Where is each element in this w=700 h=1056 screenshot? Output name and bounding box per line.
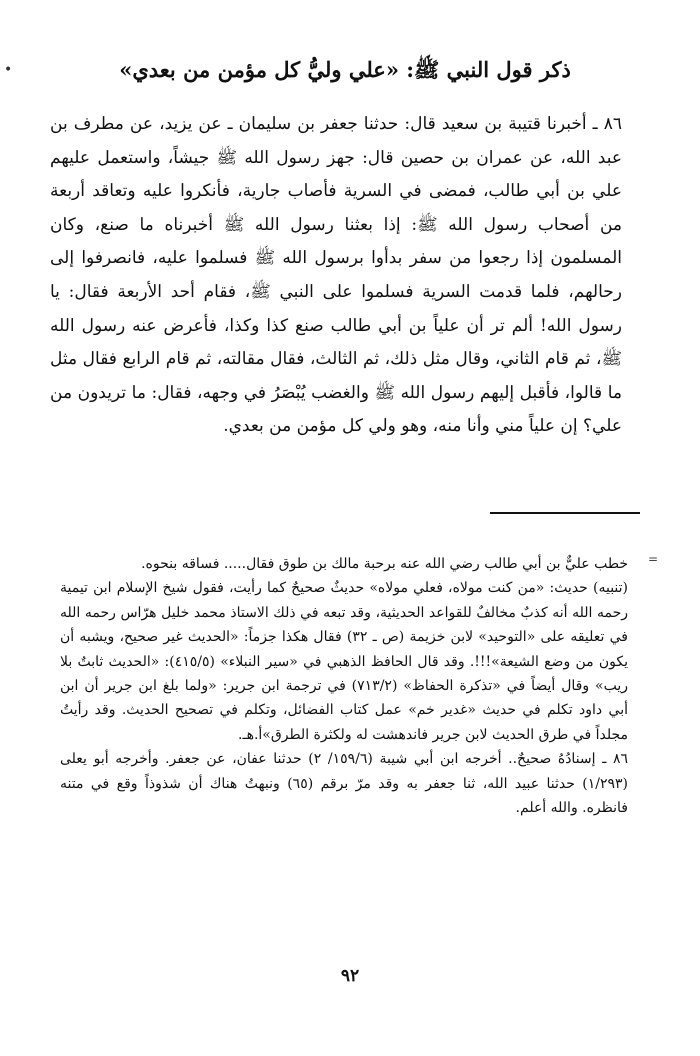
footnote-separator xyxy=(490,512,640,514)
continuation-mark: = xyxy=(648,552,659,566)
section-heading: ذكر قول النبي ﷺ: «علي وليُّ كل مؤمن من بعدي» xyxy=(119,57,571,82)
footnote-86 xyxy=(60,747,628,820)
footnotes xyxy=(60,552,628,820)
margin-dot: • xyxy=(4,62,13,78)
footnote-continued: خطب عليٌّ بن أبي طالب رضي الله عنه برحبة مالك بن طوق فقال..... فساقه بنحوه. xyxy=(141,556,628,572)
footnote-86-text: إسنادُهُ صحيحٌ.. أخرجه ابن أبي شيبة (١٥٩/٦/ ٢) حدثنا عفان، عن جعفر. وأخرجه أبو يعلى (١/٢٩٣) حدثنا عبيد الله، ثنا جعفر به وقد مرّ برقم (٦٥) ونبهتُ هناك أن شذوذاً وقع في متنه فانظره. والله أعلم. xyxy=(60,751,628,817)
footnote-86-number: ٨٦ ـ xyxy=(602,751,628,768)
page-number: ٩٢ xyxy=(340,966,360,986)
footnote-tanbih: (تنبيه) حديث: «من كنت مولاه، فعلي مولاه» حديثٌ صحيحٌ كما رأيت، فقول شيخ الإسلام ابن تيمية رحمه الله أنه كذبٌ مخالفٌ للقواعد الحديثية، وقد تبعه في ذلك الاستاذ محمد خليل هرّاس رحمه الله في تعليقه على «التوحيد» لابن خزيمة (ص ـ ٣٢) فقال هكذا جزماً: «الحديث غير صحيح، ويشبه أن يكون من وضع الشيعة»!!!. وقد قال الحافظ الذهبي في «سير النبلاء» (٤١٥/٥): «الحديث ثابتٌ بلا ريب» وقال أيضاً في «تذكرة الحفاظ» (٧١٣/٢) في ترجمة ابن جرير: «ولما بلغ ابن جرير أن ابن أبي داود تكلم في حديث «غدير خم» عمل كتاب الفضائل، وتكلم في تصحيح الحديث. وقد رأيتُ مجلداً في طرق الحديث لابن جرير فاندهشت له ولكثرة الطرق»أ.هـ. xyxy=(60,580,629,743)
hadith-text: ٨٦ ـ أخبرنا قتيبة بن سعيد قال: حدثنا جعفر بن سليمان ـ عن يزيد، عن مطرف بن عبد الله، عن عمران بن حصين قال: جهز رسول الله ﷺ جيشاً، واستعمل عليهم علي بن أبي طالب، فمضى في السرية فأصاب جارية، فأنكروا عليه وتعاقد أربعة من أصحاب رسول الله ﷺ: إذا بعثنا رسول الله ﷺ أخبرناه ما صنع، وكان المسلمون إذا رجعوا من سفر بدأوا برسول الله ﷺ فسلموا عليه، فانصرفوا إلى رحالهم، فلما قدمت السرية فسلموا على النبي ﷺ، فقام أحد الأربعة فقال: يا رسول الله! ألم تر أن علياً بن أبي طالب صنع كذا وكذا، فأعرض عنه رسول الله ﷺ، ثم قام الثاني، وقال مثل ذلك، ثم الثالث، فقال مقالته، ثم قام الرابع فقال مثل ما قالوا، فأقبل إليهم رسول الله ﷺ والغضب يُبْصَرُ في وجهه، فقال: ما تريدون من علي؟ إن علياً مني وأنا منه، وهو ولي كل مؤمن من بعدي. xyxy=(50,114,623,437)
